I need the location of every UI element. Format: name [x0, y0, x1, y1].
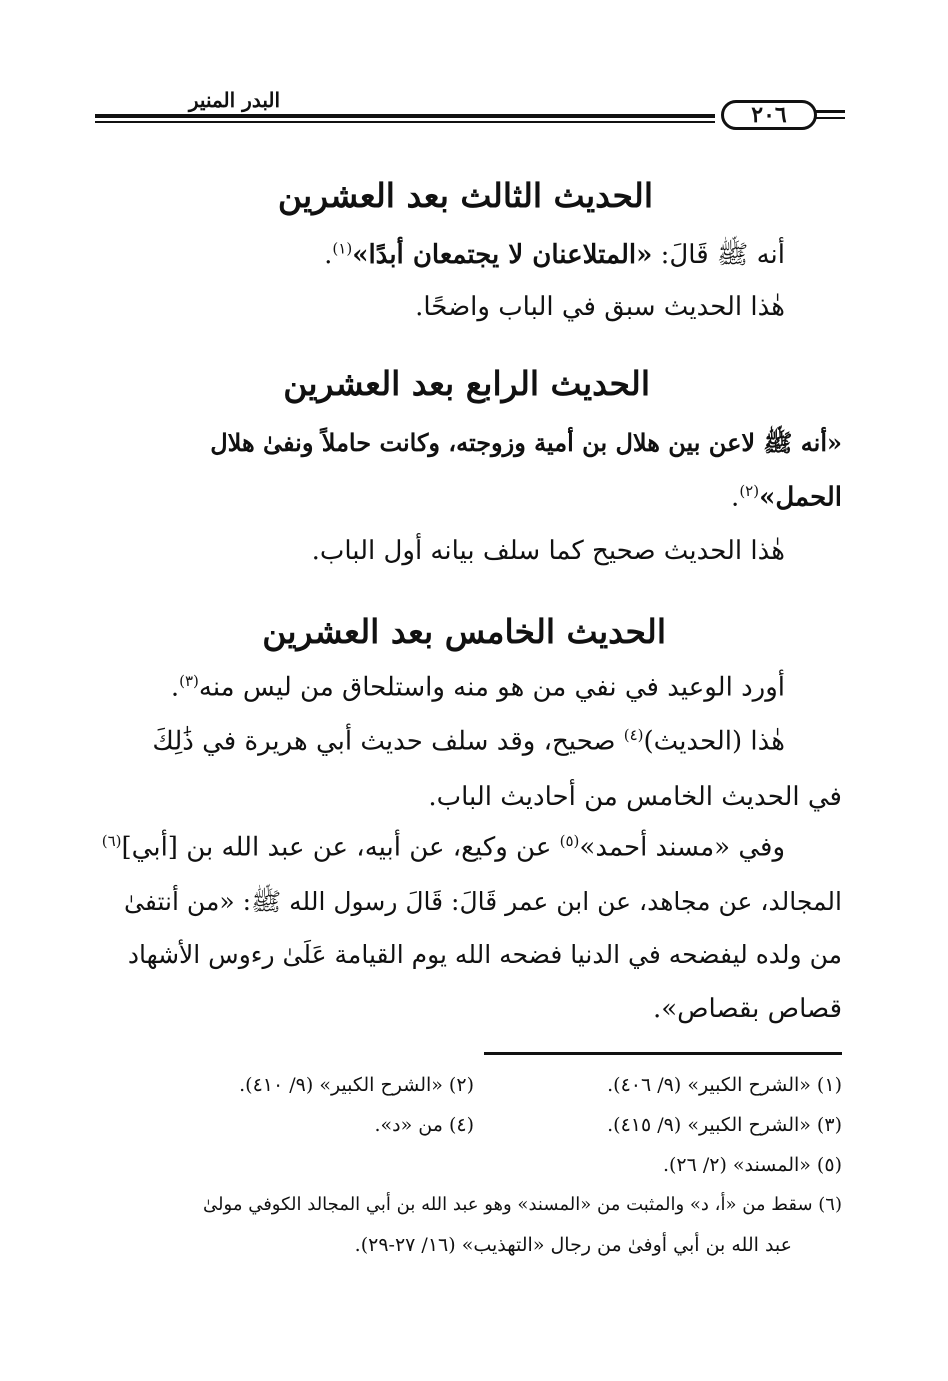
body-line	[171, 672, 785, 703]
text-run: وفي «مسند أحمد»	[579, 832, 785, 863]
header-rule-right-thin	[815, 117, 845, 119]
footnote: (٣) «الشرح الكبير» (٩/ ٤١٥).	[607, 1114, 842, 1136]
book-title: البدر المنير	[188, 88, 280, 112]
text-run: أورد الوعيد في نفي من هو منه واستلحاق من ليس منه	[198, 672, 785, 703]
text-run: صحيح، وقد سلف حديث أبي هريرة في ذَٰلِكَ	[152, 726, 624, 757]
commentary-line: هٰذا الحديث صحيح كما سلف بيانه أول الباب.	[311, 536, 785, 566]
page-number: ٢٠٦	[721, 100, 817, 130]
section-title: الحديث الخامس بعد العشرين	[262, 612, 666, 651]
text-run: .	[731, 482, 740, 513]
footnote-cont: عبد الله بن أبي أوفىٰ من رجال «التهذيب» (١٦/ ٢٧-٢٩).	[354, 1234, 792, 1256]
hadith-text: «أنه ﷺ لاعن بين هلال بن أمية وزوجته، وكانت حاملاً ونفىٰ هلال	[210, 428, 842, 457]
footnote: (١) «الشرح الكبير» (٩/ ٤٠٦).	[607, 1074, 842, 1096]
footnote-ref: (٤)	[623, 726, 644, 744]
body-line	[102, 832, 785, 863]
footnote: (٤) من «د».	[374, 1114, 474, 1136]
section-title: الحديث الرابع بعد العشرين	[283, 364, 650, 403]
footnote-ref: (١)	[332, 239, 353, 258]
footnote-ref: (٦)	[101, 832, 122, 850]
text-run: .	[170, 672, 180, 703]
commentary-line: هٰذا الحديث سبق في الباب واضحًا.	[415, 292, 785, 322]
text-run: أنه ﷺ قَالَ:	[652, 240, 785, 270]
footnote: (٦) سقط من «أ، د» والمثبت من «المسند» وهو عبد الله بن أبي المجالد الكوفي مولىٰ	[203, 1194, 842, 1215]
header-rule-thin	[95, 121, 715, 123]
running-header	[95, 88, 845, 128]
text-run: .	[324, 240, 333, 270]
text-run: هٰذا (الحديث)	[643, 726, 785, 757]
hadith-quote: الحمل»	[759, 482, 842, 513]
section-title: الحديث الثالث بعد العشرين	[277, 176, 653, 215]
body-line: من ولده ليفضحه في الدنيا فضحه الله يوم القيامة عَلَىٰ رءوس الأشهاد	[127, 940, 842, 969]
footnote: (٥) «المسند» (٢/ ٢٦).	[662, 1154, 842, 1176]
text-run: عن وكيع، عن أبيه، عن عبد الله بن [أبي]	[121, 832, 560, 863]
footnote-ref: (٢)	[739, 482, 760, 500]
footnote-ref: (٣)	[179, 672, 199, 690]
header-rule-right	[815, 110, 845, 113]
hadith-quote: «المتلاعنان لا يجتمعان أبدًا»	[352, 240, 653, 270]
body-line: في الحديث الخامس من أحاديث الباب.	[428, 782, 842, 812]
header-rule	[95, 114, 715, 118]
footnote: (٢) «الشرح الكبير» (٩/ ٤١٠).	[239, 1074, 474, 1096]
footnote-ref: (٥)	[559, 832, 580, 850]
body-line: قصاص بقصاص».	[652, 994, 842, 1024]
body-line: المجالد، عن مجاهد، عن ابن عمر قَالَ: قَالَ رسول الله ﷺ: «من أنتفىٰ	[124, 887, 842, 916]
hadith-text	[324, 238, 785, 276]
footnote-separator	[484, 1052, 842, 1055]
hadith-text-cont	[731, 482, 842, 513]
body-line	[152, 726, 785, 757]
